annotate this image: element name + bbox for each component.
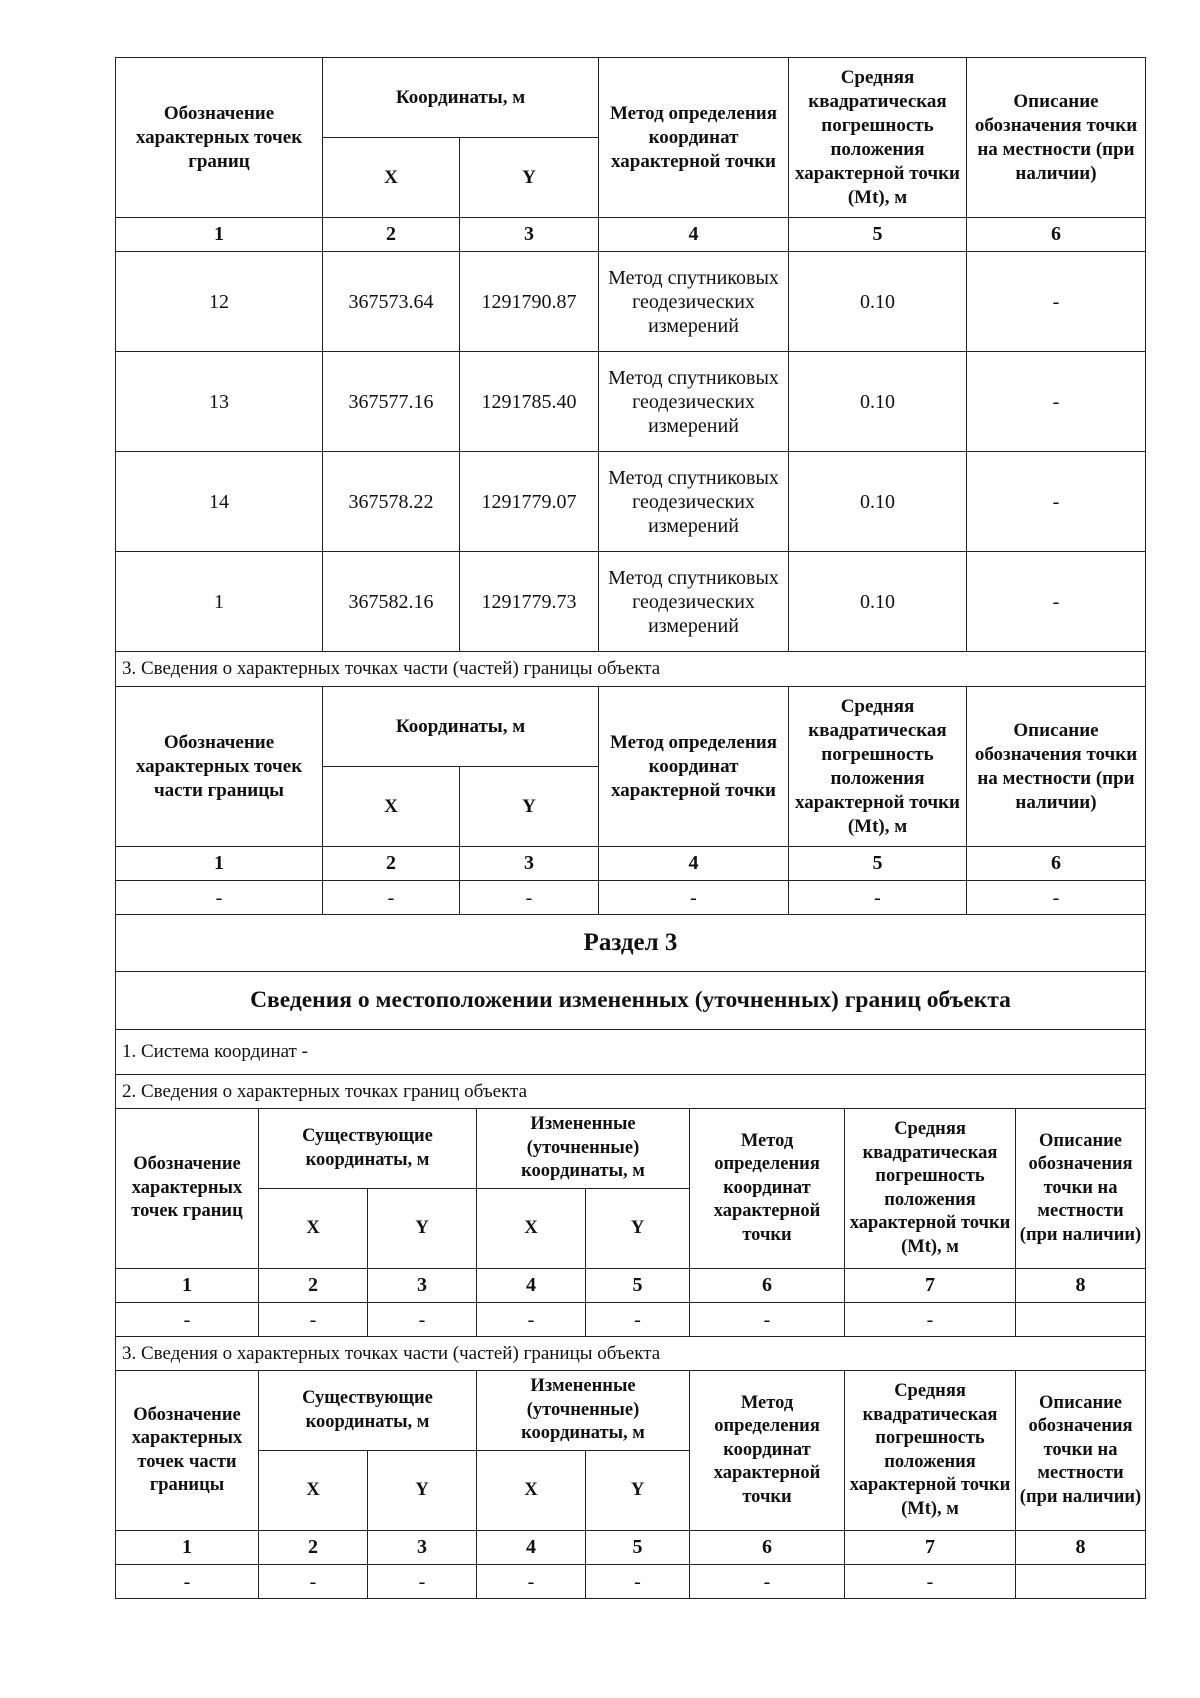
column-number: 7: [845, 1531, 1016, 1565]
empty-cell: -: [599, 881, 789, 915]
x-cell: 367582.16: [323, 552, 460, 652]
column-number: 2: [323, 218, 460, 252]
table-row: [116, 1565, 1146, 1599]
empty-cell: -: [477, 1565, 586, 1599]
column-number: 3: [368, 1531, 477, 1565]
header-designation: Обозначение характерных точек границ: [116, 1109, 259, 1269]
column-number: 1: [116, 847, 323, 881]
header-existing-coordinates: Существующие координаты, м: [259, 1371, 477, 1451]
header-x: X: [259, 1451, 368, 1531]
header-changed-coordinates: Измененные (уточненные) координаты, м: [477, 1109, 690, 1189]
column-number: 4: [477, 1269, 586, 1303]
empty-cell: [1016, 1565, 1146, 1599]
column-number: 1: [116, 218, 323, 252]
header-method: Метод определения координат характерной точки: [690, 1371, 845, 1531]
column-number: 5: [586, 1531, 690, 1565]
boundary-points-table: [115, 57, 1146, 1109]
empty-cell: -: [845, 1303, 1016, 1337]
x-cell: 367577.16: [323, 352, 460, 452]
column-number: 6: [967, 847, 1146, 881]
section-number: Раздел 3: [116, 915, 1146, 972]
column-number: 6: [967, 218, 1146, 252]
y-cell: 1291785.40: [460, 352, 599, 452]
column-number: 5: [789, 847, 967, 881]
y-cell: 1291779.07: [460, 452, 599, 552]
header-y: Y: [460, 767, 599, 847]
header-y: Y: [460, 138, 599, 218]
empty-cell: -: [690, 1303, 845, 1337]
header-error: Средняя квадратическая погрешность положения характерной точки (Mt), м: [789, 58, 967, 218]
header-error: Средняя квадратическая погрешность положения характерной точки (Mt), м: [789, 687, 967, 847]
column-number: 5: [789, 218, 967, 252]
header-coordinates: Координаты, м: [323, 58, 599, 138]
header-description: Описание обозначения точки на местности (при наличии): [1016, 1371, 1146, 1531]
column-number: 7: [845, 1269, 1016, 1303]
header-x: X: [259, 1189, 368, 1269]
y-cell: 1291779.73: [460, 552, 599, 652]
empty-cell: -: [460, 881, 599, 915]
empty-cell: -: [586, 1303, 690, 1337]
header-designation: Обозначение характерных точек части границы: [116, 687, 323, 847]
desc-cell: -: [967, 352, 1146, 452]
document-page: [115, 57, 1145, 1599]
point-cell: 13: [116, 352, 323, 452]
x-cell: 367573.64: [323, 252, 460, 352]
header-y: Y: [368, 1451, 477, 1531]
empty-cell: -: [477, 1303, 586, 1337]
column-number: 8: [1016, 1269, 1146, 1303]
header-method: Метод определения координат характерной точки: [599, 58, 789, 218]
header-error: Средняя квадратическая погрешность положения характерной точки (Mt), м: [845, 1109, 1016, 1269]
column-number: 2: [323, 847, 460, 881]
header-y: Y: [368, 1189, 477, 1269]
column-number: 4: [477, 1531, 586, 1565]
empty-cell: -: [368, 1303, 477, 1337]
method-cell: Метод спутниковых геодезических измерений: [599, 352, 789, 452]
empty-cell: -: [116, 1303, 259, 1337]
header-changed-coordinates: Измененные (уточненные) координаты, м: [477, 1371, 690, 1451]
header-x: X: [323, 138, 460, 218]
header-description: Описание обозначения точки на местности (при наличии): [967, 58, 1146, 218]
empty-cell: -: [967, 881, 1146, 915]
column-number: 5: [586, 1269, 690, 1303]
desc-cell: -: [967, 552, 1146, 652]
empty-cell: -: [259, 1565, 368, 1599]
empty-cell: -: [259, 1303, 368, 1337]
empty-cell: -: [690, 1565, 845, 1599]
header-y: Y: [586, 1189, 690, 1269]
mt-cell: 0.10: [789, 452, 967, 552]
header-existing-coordinates: Существующие координаты, м: [259, 1109, 477, 1189]
column-number: 2: [259, 1531, 368, 1565]
header-designation: Обозначение характерных точек границ: [116, 58, 323, 218]
table-row: [116, 452, 1146, 552]
header-error: Средняя квадратическая погрешность положения характерной точки (Mt), м: [845, 1371, 1016, 1531]
empty-cell: [1016, 1303, 1146, 1337]
header-designation: Обозначение характерных точек части границы: [116, 1371, 259, 1531]
point-cell: 12: [116, 252, 323, 352]
method-cell: Метод спутниковых геодезических измерений: [599, 552, 789, 652]
empty-cell: -: [116, 881, 323, 915]
y-cell: 1291790.87: [460, 252, 599, 352]
empty-cell: -: [586, 1565, 690, 1599]
section-title: Сведения о местоположении измененных (уточненных) границ объекта: [116, 972, 1146, 1030]
header-description: Описание обозначения точки на местности (при наличии): [967, 687, 1146, 847]
empty-cell: -: [789, 881, 967, 915]
header-method: Метод определения координат характерной точки: [690, 1109, 845, 1269]
mt-cell: 0.10: [789, 552, 967, 652]
column-number: 3: [368, 1269, 477, 1303]
table-row: [116, 552, 1146, 652]
table-row: [116, 252, 1146, 352]
column-number: 3: [460, 847, 599, 881]
part-points-label: 3. Сведения о характерных точках части (частей) границы объекта: [116, 652, 1146, 687]
empty-cell: -: [845, 1565, 1016, 1599]
header-x: X: [323, 767, 460, 847]
column-number: 1: [116, 1531, 259, 1565]
part-points-label: 3. Сведения о характерных точках части (частей) границы объекта: [116, 1337, 1146, 1371]
empty-cell: -: [323, 881, 460, 915]
empty-cell: -: [368, 1565, 477, 1599]
points-label: 2. Сведения о характерных точках границ объекта: [116, 1075, 1146, 1109]
column-number: 6: [690, 1531, 845, 1565]
header-coordinates: Координаты, м: [323, 687, 599, 767]
point-cell: 1: [116, 552, 323, 652]
method-cell: Метод спутниковых геодезических измерений: [599, 452, 789, 552]
header-y: Y: [586, 1451, 690, 1531]
column-number: 1: [116, 1269, 259, 1303]
method-cell: Метод спутниковых геодезических измерений: [599, 252, 789, 352]
header-x: X: [477, 1451, 586, 1531]
desc-cell: -: [967, 452, 1146, 552]
empty-cell: -: [116, 1565, 259, 1599]
column-number: 3: [460, 218, 599, 252]
point-cell: 14: [116, 452, 323, 552]
x-cell: 367578.22: [323, 452, 460, 552]
changed-boundary-points-table: [115, 1108, 1146, 1599]
column-number: 4: [599, 218, 789, 252]
mt-cell: 0.10: [789, 352, 967, 452]
table-row: [116, 352, 1146, 452]
mt-cell: 0.10: [789, 252, 967, 352]
desc-cell: -: [967, 252, 1146, 352]
table-row: [116, 881, 1146, 915]
column-number: 8: [1016, 1531, 1146, 1565]
header-description: Описание обозначения точки на местности (при наличии): [1016, 1109, 1146, 1269]
header-method: Метод определения координат характерной точки: [599, 687, 789, 847]
column-number: 6: [690, 1269, 845, 1303]
column-number: 4: [599, 847, 789, 881]
coordinate-system-label: 1. Система координат -: [116, 1030, 1146, 1075]
column-number: 2: [259, 1269, 368, 1303]
table-row: [116, 1303, 1146, 1337]
header-x: X: [477, 1189, 586, 1269]
